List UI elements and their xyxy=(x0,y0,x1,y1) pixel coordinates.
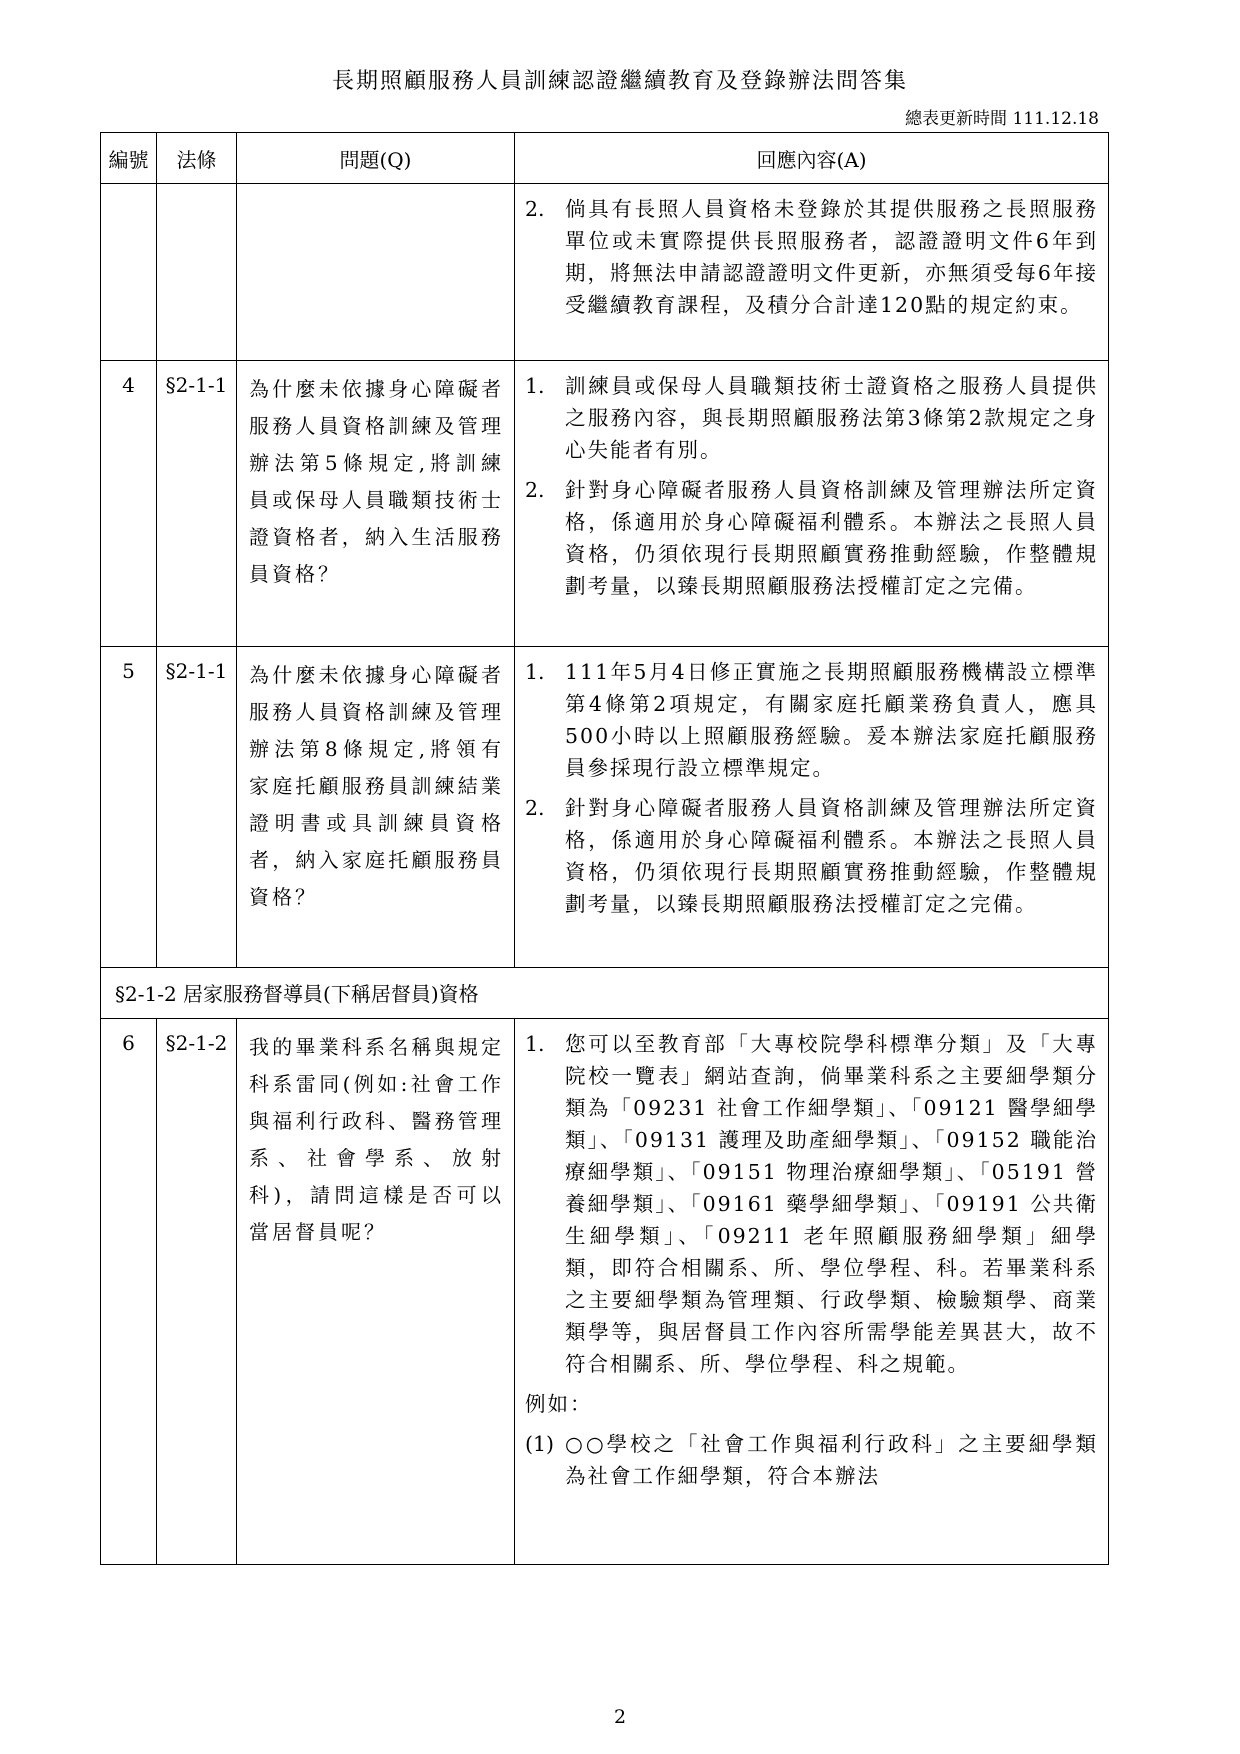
section-heading: §2-1-2 居家服務督導員(下稱居督員)資格 xyxy=(101,968,1109,1019)
cell-law: §2-1-1 xyxy=(157,361,237,647)
answer-item-number: 1. xyxy=(525,660,545,684)
cell-law: §2-1-1 xyxy=(157,647,237,968)
answer-item-text: 針對身心障礙者服務人員資格訓練及管理辦法所定資格，係適用於身心障礙福利體系。本辦法之長照人員資格，仍須依現行長期照顧實務推動經驗，作整體規劃考量，以臻長期照顧服務法授權訂定之完備。 xyxy=(565,478,1098,598)
answer-item-text: 111年5月4日修正實施之長期照顧服務機構設立標準第4條第2項規定，有關家庭托顧業務負責人，應具500小時以上照顧服務經驗。爰本辦法家庭托顧服務員參採現行設立標準規定。 xyxy=(565,660,1098,780)
answer-item-text: 倘具有長照人員資格未登錄於其提供服務之長照服務單位或未實際提供長照服務者，認證證明文件6年到期，將無法申請認證證明文件更新，亦無須受每6年接受繼續教育課程，及積分合計達120點的規定約束。 xyxy=(565,197,1098,317)
example-label: 例如： xyxy=(525,1392,593,1416)
answer-item xyxy=(525,193,1098,321)
answer-item xyxy=(525,792,1098,920)
answer-item-text: 您可以至教育部「大專校院學科標準分類」及「大專院校一覽表」網站查詢，倘畢業科系之主要細學類分類為「09231 社會工作細學類」、「09121 醫學細學類」、「09131 護理及助產細學類」、「09152 職能治療細學類」、「09151 物理治療細學類」、「05191 營養細學類」、「09161 藥學細學類」、「09191 公共衛生細學類」、「09211 老年照顧服務細學類」細學類，即符合相關系、所、學位學程、科。若畢業科系之主要細學類為管理類、行政學類、檢驗類學、商業類學等，與居督員工作內容所需學能差異甚大，故不符合相關系、所、學位學程、科之規範。 xyxy=(565,1032,1098,1376)
example-item-number: (1) xyxy=(525,1432,555,1456)
cell-num: 6 xyxy=(101,1019,157,1565)
section-row xyxy=(101,968,1109,1019)
updated-time: 總表更新時間 111.12.18 xyxy=(905,109,1099,129)
cell-law: §2-1-2 xyxy=(157,1019,237,1565)
cell-law xyxy=(157,184,237,361)
answer-item-number: 2. xyxy=(525,197,545,221)
qa-table xyxy=(100,132,1109,1565)
cell-num: 5 xyxy=(101,647,157,968)
cell-question: 我的畢業科系名稱與規定科系雷同(例如:社會工作與福利行政科、醫務管理系、社會學系、放射科)，請問這樣是否可以當居督員呢？ xyxy=(237,1019,515,1565)
example-item xyxy=(525,1428,1098,1492)
page-number: 2 xyxy=(613,1706,627,1728)
document-title: 長期照顧服務人員訓練認證繼續教育及登錄辦法問答集 xyxy=(331,69,908,94)
answer-item-text: 針對身心障礙者服務人員資格訓練及管理辦法所定資格，係適用於身心障礙福利體系。本辦法之長照人員資格，仍須依現行長期照顧實務推動經驗，作整體規劃考量，以臻長期照顧服務法授權訂定之完備。 xyxy=(565,796,1098,916)
table-row xyxy=(101,361,1109,647)
answer-item-text: 訓練員或保母人員職類技術士證資格之服務人員提供之服務內容，與長期照顧服務法第3條第2款規定之身心失能者有別。 xyxy=(565,374,1098,462)
answer-item-number: 2. xyxy=(525,478,545,502)
answer-item-number: 1. xyxy=(525,1032,545,1056)
header-law: 法條 xyxy=(157,133,237,184)
table-header-row xyxy=(101,133,1109,184)
cell-answer xyxy=(515,361,1109,647)
table-row xyxy=(101,1019,1109,1565)
answer-item xyxy=(525,370,1098,466)
table-row xyxy=(101,647,1109,968)
cell-question xyxy=(237,184,515,361)
cell-answer xyxy=(515,1019,1109,1565)
answer-item xyxy=(525,656,1098,784)
cell-question: 為什麼未依據身心障礙者服務人員資格訓練及管理辦法第5條規定,將訓練員或保母人員職類技術士證資格者，納入生活服務員資格？ xyxy=(237,361,515,647)
table-row xyxy=(101,184,1109,361)
cell-answer xyxy=(515,184,1109,361)
cell-answer xyxy=(515,647,1109,968)
cell-num: 4 xyxy=(101,361,157,647)
answer-item-number: 2. xyxy=(525,796,545,820)
answer-item-number: 1. xyxy=(525,374,545,398)
header-num: 編號 xyxy=(101,133,157,184)
header-question: 問題(Q) xyxy=(237,133,515,184)
cell-num xyxy=(101,184,157,361)
answer-item xyxy=(525,474,1098,602)
cell-question: 為什麼未依據身心障礙者服務人員資格訓練及管理辦法第8條規定,將領有家庭托顧服務員訓練結業證明書或具訓練員資格者，納入家庭托顧服務員資格？ xyxy=(237,647,515,968)
answer-item xyxy=(525,1028,1098,1380)
header-answer: 回應內容(A) xyxy=(515,133,1109,184)
example-item-text: ○○學校之「社會工作與福利行政科」之主要細學類為社會工作細學類，符合本辦法 xyxy=(565,1432,1098,1488)
